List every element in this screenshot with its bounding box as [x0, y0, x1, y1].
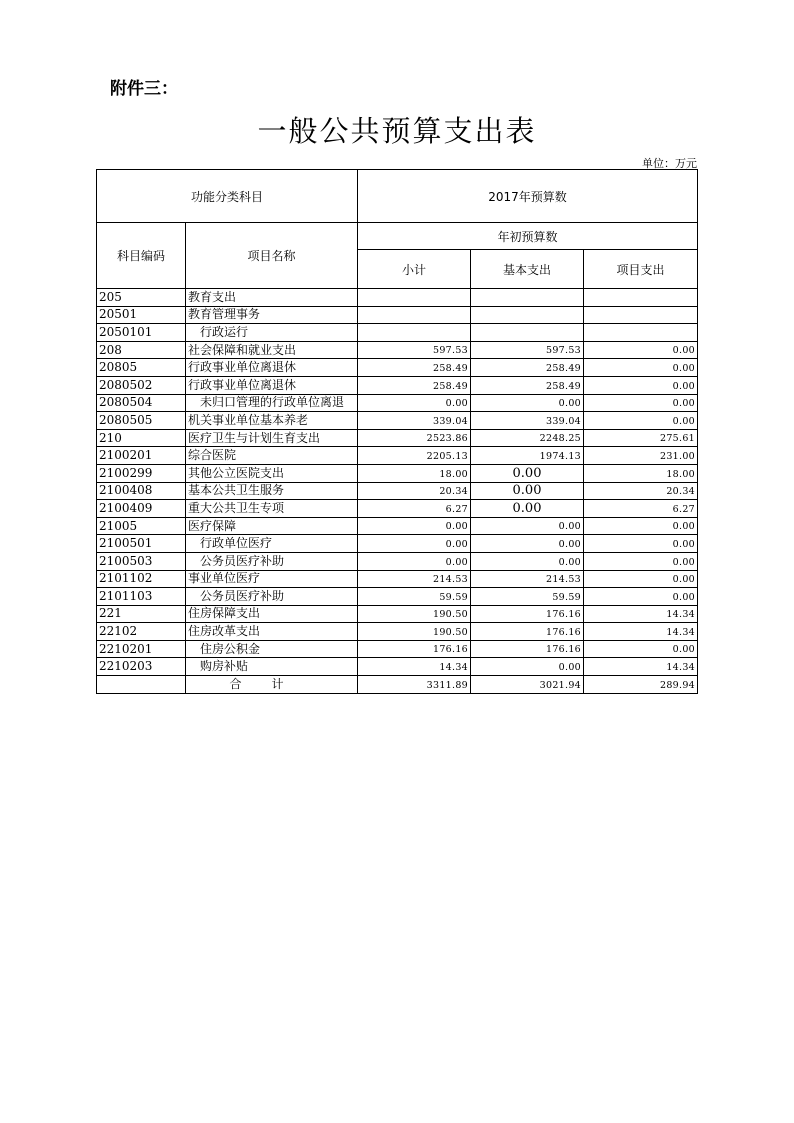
- table-row: [97, 588, 698, 606]
- project-expenditure-cell: 0.00: [584, 640, 698, 658]
- subject-code-cell: 2100408: [97, 482, 186, 500]
- header-functional-category: 功能分类科目: [97, 170, 358, 223]
- table-row: [97, 482, 698, 500]
- basic-expenditure-cell: 0.00: [471, 482, 584, 500]
- subject-code-cell: 2080502: [97, 376, 186, 394]
- subtotal-cell: 2205.13: [358, 447, 471, 465]
- basic-expenditure-cell: 176.16: [471, 605, 584, 623]
- header-subject-code: 科目编码: [97, 223, 186, 289]
- project-expenditure-cell: 231.00: [584, 447, 698, 465]
- basic-expenditure-cell: 0.00: [471, 464, 584, 482]
- item-name-cell: 教育支出: [186, 289, 358, 307]
- subject-code-cell: 2080504: [97, 394, 186, 412]
- subject-code-cell: 2101102: [97, 570, 186, 588]
- annex-label: 附件三：: [110, 79, 178, 99]
- table-row: [97, 359, 698, 377]
- total-code-cell: [97, 676, 186, 694]
- subtotal-cell: 14.34: [358, 658, 471, 676]
- subtotal-cell: 2523.86: [358, 429, 471, 447]
- item-name-cell: 未归口管理的行政单位离退: [186, 394, 358, 412]
- project-expenditure-cell: 0.00: [584, 412, 698, 430]
- item-name-cell: 行政事业单位离退休: [186, 359, 358, 377]
- subtotal-cell: 0.00: [358, 535, 471, 553]
- basic-expenditure-cell: 2248.25: [471, 429, 584, 447]
- table-row: [97, 447, 698, 465]
- project-expenditure-cell: 0.00: [584, 570, 698, 588]
- item-name-cell: 行政事业单位离退休: [186, 376, 358, 394]
- item-name-cell: 公务员医疗补助: [186, 588, 358, 606]
- project-expenditure-cell: 20.34: [584, 482, 698, 500]
- basic-expenditure-cell: [471, 324, 584, 342]
- item-name-cell: 机关事业单位基本养老: [186, 412, 358, 430]
- basic-expenditure-cell: 0.00: [471, 394, 584, 412]
- header-initial-budget: 年初预算数: [358, 223, 698, 250]
- basic-expenditure-cell: [471, 289, 584, 307]
- header-basic-expenditure: 基本支出: [471, 250, 584, 289]
- total-basic-cell: 3021.94: [471, 676, 584, 694]
- basic-expenditure-cell: 214.53: [471, 570, 584, 588]
- project-expenditure-cell: [584, 324, 698, 342]
- total-label-cell: 合计: [186, 676, 358, 694]
- header-item-name: 项目名称: [186, 223, 358, 289]
- subtotal-cell: 20.34: [358, 482, 471, 500]
- basic-expenditure-cell: 597.53: [471, 341, 584, 359]
- basic-expenditure-cell: [471, 306, 584, 324]
- subject-code-cell: 210: [97, 429, 186, 447]
- subtotal-cell: [358, 306, 471, 324]
- project-expenditure-cell: 0.00: [584, 535, 698, 553]
- table-row: [97, 640, 698, 658]
- subject-code-cell: 20805: [97, 359, 186, 377]
- project-expenditure-cell: [584, 289, 698, 307]
- basic-expenditure-cell: 1974.13: [471, 447, 584, 465]
- subtotal-cell: 0.00: [358, 394, 471, 412]
- page-title: 一般公共预算支出表: [257, 114, 537, 148]
- basic-expenditure-cell: 0.00: [471, 535, 584, 553]
- item-name-cell: 行政运行: [186, 324, 358, 342]
- table-row: [97, 500, 698, 518]
- subtotal-cell: 176.16: [358, 640, 471, 658]
- header-project-expenditure: 项目支出: [584, 250, 698, 289]
- project-expenditure-cell: 0.00: [584, 359, 698, 377]
- subject-code-cell: 2080505: [97, 412, 186, 430]
- subtotal-cell: 59.59: [358, 588, 471, 606]
- table-row: [97, 429, 698, 447]
- subtotal-cell: 339.04: [358, 412, 471, 430]
- unit-label: 单位：万元: [642, 157, 697, 170]
- table-row: [97, 658, 698, 676]
- basic-expenditure-cell: 176.16: [471, 623, 584, 641]
- table-row: [97, 306, 698, 324]
- project-expenditure-cell: 0.00: [584, 517, 698, 535]
- header-subtotal: 小计: [358, 250, 471, 289]
- subject-code-cell: 2100503: [97, 552, 186, 570]
- project-expenditure-cell: 14.34: [584, 658, 698, 676]
- table-row: [97, 464, 698, 482]
- item-name-cell: 事业单位医疗: [186, 570, 358, 588]
- project-expenditure-cell: 14.34: [584, 623, 698, 641]
- subject-code-cell: 22102: [97, 623, 186, 641]
- subtotal-cell: 597.53: [358, 341, 471, 359]
- project-expenditure-cell: [584, 306, 698, 324]
- header-year-budget: 2017年预算数: [358, 170, 698, 223]
- subtotal-cell: 258.49: [358, 376, 471, 394]
- basic-expenditure-cell: 59.59: [471, 588, 584, 606]
- item-name-cell: 公务员医疗补助: [186, 552, 358, 570]
- subject-code-cell: 2100299: [97, 464, 186, 482]
- basic-expenditure-cell: 258.49: [471, 376, 584, 394]
- subtotal-cell: [358, 324, 471, 342]
- item-name-cell: 住房保障支出: [186, 605, 358, 623]
- subtotal-cell: [358, 289, 471, 307]
- subtotal-cell: 0.00: [358, 552, 471, 570]
- table-row: [97, 341, 698, 359]
- subject-code-cell: 2100409: [97, 500, 186, 518]
- basic-expenditure-cell: 0.00: [471, 517, 584, 535]
- basic-expenditure-cell: 0.00: [471, 500, 584, 518]
- table-row: [97, 376, 698, 394]
- subtotal-cell: 258.49: [358, 359, 471, 377]
- table-row: [97, 552, 698, 570]
- basic-expenditure-cell: 0.00: [471, 552, 584, 570]
- item-name-cell: 教育管理事务: [186, 306, 358, 324]
- total-subtotal-cell: 3311.89: [358, 676, 471, 694]
- table-row: [97, 324, 698, 342]
- table-row: [97, 394, 698, 412]
- subtotal-cell: 214.53: [358, 570, 471, 588]
- project-expenditure-cell: 0.00: [584, 376, 698, 394]
- table-row: [97, 535, 698, 553]
- basic-expenditure-cell: 258.49: [471, 359, 584, 377]
- project-expenditure-cell: 0.00: [584, 394, 698, 412]
- table-row: [97, 289, 698, 307]
- item-name-cell: 行政单位医疗: [186, 535, 358, 553]
- subject-code-cell: 221: [97, 605, 186, 623]
- item-name-cell: 购房补贴: [186, 658, 358, 676]
- item-name-cell: 社会保障和就业支出: [186, 341, 358, 359]
- subject-code-cell: 205: [97, 289, 186, 307]
- item-name-cell: 医疗保障: [186, 517, 358, 535]
- budget-table-body: [97, 170, 698, 694]
- table-row: [97, 605, 698, 623]
- subtotal-cell: 190.50: [358, 605, 471, 623]
- item-name-cell: 综合医院: [186, 447, 358, 465]
- table-row: [97, 570, 698, 588]
- item-name-cell: 住房公积金: [186, 640, 358, 658]
- subject-code-cell: 2210201: [97, 640, 186, 658]
- subject-code-cell: 2100501: [97, 535, 186, 553]
- item-name-cell: 重大公共卫生专项: [186, 500, 358, 518]
- subtotal-cell: 6.27: [358, 500, 471, 518]
- table-row: [97, 623, 698, 641]
- subject-code-cell: 2050101: [97, 324, 186, 342]
- basic-expenditure-cell: 339.04: [471, 412, 584, 430]
- item-name-cell: 其他公立医院支出: [186, 464, 358, 482]
- basic-expenditure-cell: 0.00: [471, 658, 584, 676]
- subject-code-cell: 2210203: [97, 658, 186, 676]
- project-expenditure-cell: 275.61: [584, 429, 698, 447]
- subtotal-cell: 18.00: [358, 464, 471, 482]
- subject-code-cell: 2101103: [97, 588, 186, 606]
- project-expenditure-cell: 0.00: [584, 552, 698, 570]
- total-project-cell: 289.94: [584, 676, 698, 694]
- basic-expenditure-cell: 176.16: [471, 640, 584, 658]
- item-name-cell: 医疗卫生与计划生育支出: [186, 429, 358, 447]
- subtotal-cell: 190.50: [358, 623, 471, 641]
- subtotal-cell: 0.00: [358, 517, 471, 535]
- project-expenditure-cell: 6.27: [584, 500, 698, 518]
- item-name-cell: 基本公共卫生服务: [186, 482, 358, 500]
- subject-code-cell: 2100201: [97, 447, 186, 465]
- table-row: [97, 412, 698, 430]
- total-row: [97, 676, 698, 694]
- project-expenditure-cell: 18.00: [584, 464, 698, 482]
- subject-code-cell: 20501: [97, 306, 186, 324]
- table-row: [97, 517, 698, 535]
- subject-code-cell: 21005: [97, 517, 186, 535]
- budget-table: [96, 169, 698, 694]
- project-expenditure-cell: 0.00: [584, 588, 698, 606]
- project-expenditure-cell: 0.00: [584, 341, 698, 359]
- item-name-cell: 住房改革支出: [186, 623, 358, 641]
- project-expenditure-cell: 14.34: [584, 605, 698, 623]
- subject-code-cell: 208: [97, 341, 186, 359]
